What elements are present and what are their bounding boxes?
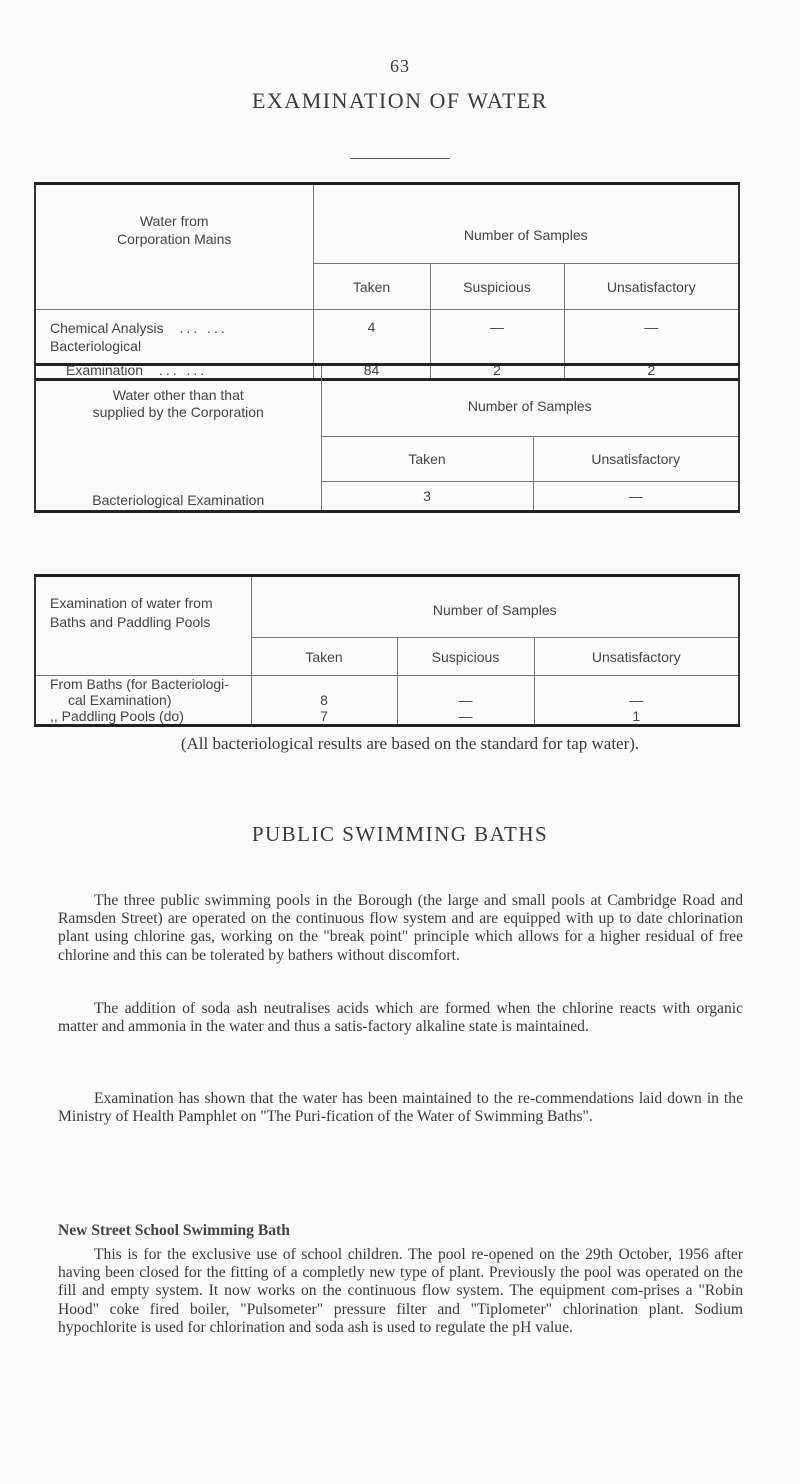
table3-row1-unsatisfactory: — [534, 676, 739, 709]
other-water-table [34, 363, 740, 513]
table3-col-unsatisfactory: Unsatisfactory [534, 638, 739, 676]
paragraph-4: This is for the exclusive use of school children. The pool re-opened on the 29th October, 1956 after having been closed for the fitting of a completly new type of plant. Previously the pool was operated on the fill and empty system. It now works on the continuous flow system. The equipment com-prises a "Robin Hood" coke fired boiler, "Pulsometer" pressure filter and "Tiplometer" chlorination plant. Sodium hypochlorite is used for chlorination and soda ash is used to regulate the pH value. [58, 1246, 743, 1336]
row-label: Chemical Analysis [50, 320, 164, 336]
table1-col-taken: Taken [313, 264, 430, 310]
page-title: EXAMINATION OF WATER [251, 88, 549, 113]
table2-header-right: Number of Samples [321, 365, 739, 437]
table3-col-suspicious: Suspicious [397, 638, 534, 676]
table2-row-taken: 3 [321, 481, 533, 511]
table-row [35, 676, 739, 709]
table1-header-right: Number of Samples [313, 184, 739, 264]
paragraph-2: The addition of soda ash neutralises acids which are formed when the chlorine reacts with organic matter and ammonia in the water and thus a satis-factory alkaline state is maintained. [58, 1000, 743, 1036]
table3-row2-unsatisfactory: 1 [534, 708, 739, 726]
row-label: From Baths (for Bacteriologi- [50, 676, 229, 692]
paragraph-3: Examination has shown that the water has been maintained to the re-commendations laid down in the Ministry of Health Pamphlet on "The Puri-fication of the Water of Swimming Baths". [58, 1090, 743, 1126]
table2-header-left: Water other than that supplied by the Corporation [92, 387, 264, 421]
table3-header-right: Number of Samples [251, 576, 739, 638]
table3-row2-taken: 7 [251, 708, 397, 726]
table2-col-unsatisfactory: Unsatisfactory [533, 437, 739, 481]
page-number: 63 [390, 56, 410, 76]
table3-header-left: Examination of water from Baths and Paddling Pools [50, 595, 213, 631]
footnote: (All bacteriological results are based on the standard for tap water). [180, 734, 640, 753]
table-row [35, 708, 739, 726]
table1-row1-suspicious: — [430, 310, 564, 362]
paragraph-1: The three public swimming pools in the Borough (the large and small pools at Cambridge Road and Ramsden Street) are operated on the continuous flow system and are equipped with up to date chlorination plant using chlorine gas, working on the "break point" principle which allows for a higher residual of free chlorine and this can be tolerated by bathers without discomfort. [58, 892, 743, 964]
table1-row2-taken: 84 [313, 362, 430, 380]
table1-row1-unsatisfactory: — [564, 310, 739, 362]
table1-row2-suspicious: 2 [430, 362, 564, 380]
row-label: cal Examination) [68, 692, 172, 708]
corporation-mains-table [34, 182, 740, 381]
table2-row-label: Bacteriological Examination [92, 492, 265, 508]
table3-row1-suspicious: — [397, 676, 534, 709]
subheading: New Street School Swimming Bath [58, 1222, 290, 1239]
table1-header-left: Water from Corporation Mains [117, 213, 232, 248]
baths-pools-table [34, 574, 740, 727]
table3-col-taken: Taken [251, 638, 397, 676]
table1-col-suspicious: Suspicious [430, 264, 564, 310]
row-label: Bacteriological [50, 338, 142, 354]
title-divider [350, 158, 450, 159]
table1-col-unsatisfactory: Unsatisfactory [564, 264, 739, 310]
row-label: Examination [66, 361, 144, 378]
table1-row1-taken: 4 [313, 310, 430, 362]
table3-row2-suspicious: — [397, 708, 534, 726]
table-row: Chemical Analysis ... ... Bacteriological 4 — — [35, 310, 739, 362]
table1-row2-unsatisfactory: 2 [564, 362, 739, 380]
section-title: PUBLIC SWIMMING BATHS [251, 822, 549, 846]
table3-row1-taken: 8 [251, 676, 397, 709]
table2-col-taken: Taken [321, 437, 533, 481]
table2-row-unsatisfactory: — [533, 481, 739, 511]
table-row: Examination ... ... 84 2 2 [35, 362, 739, 380]
row-label: ,, Paddling Pools (do) [50, 708, 184, 724]
